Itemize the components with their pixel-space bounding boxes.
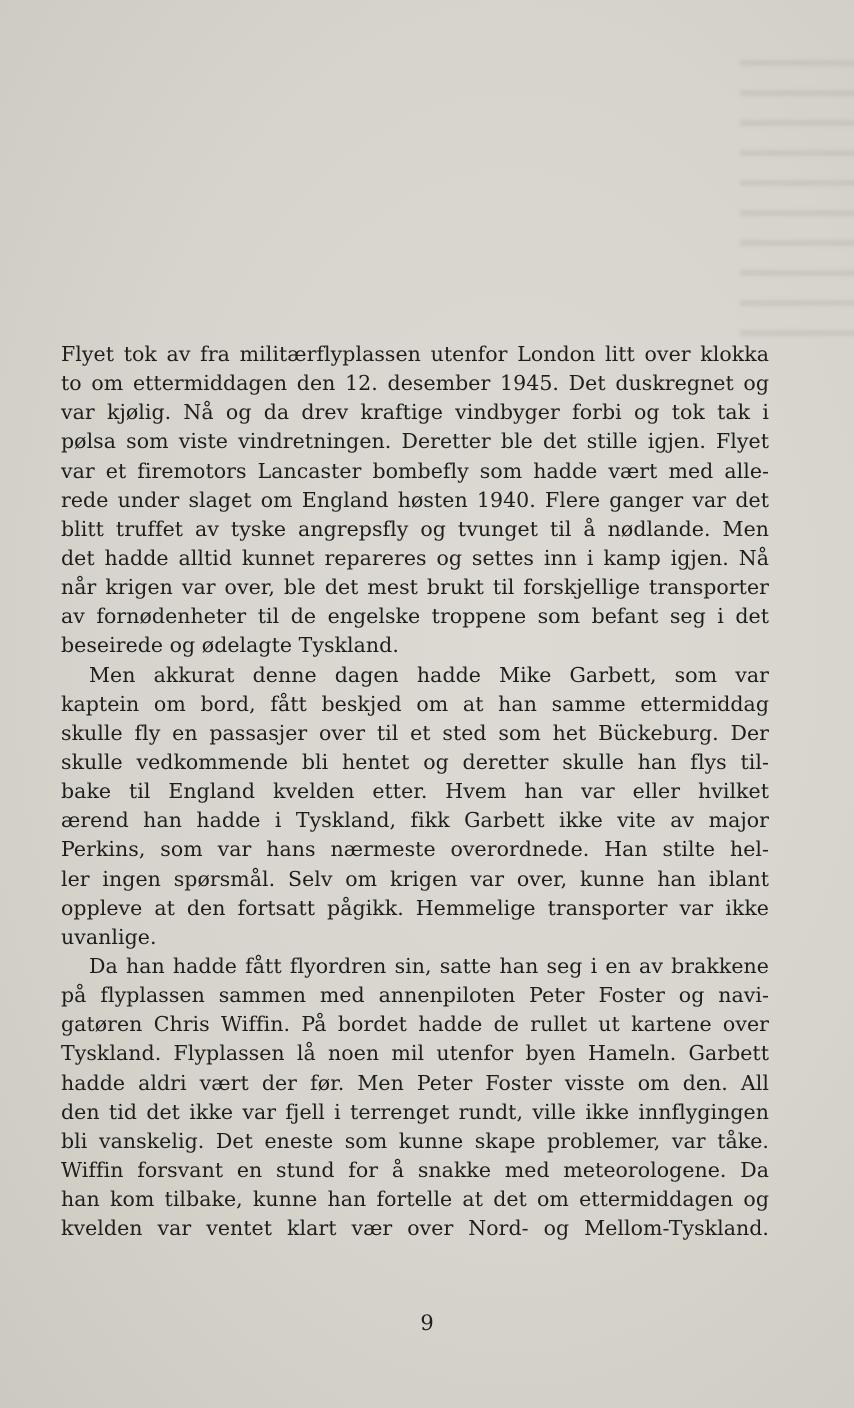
text-line: var kjølig. Nå og da drev kraftige vindbyger forbi og tok tak i [61, 400, 769, 425]
text-line: bli vanskelig. Det eneste som kunne skape problemer, var tåke. [61, 1128, 769, 1153]
text-line: Da han hadde fått flyordren sin, satte han seg i en av brakkene [89, 953, 769, 978]
text-line: Men akkurat denne dagen hadde Mike Garbett, som var [89, 662, 769, 687]
text-line: beseirede og ødelagte Tyskland. [61, 633, 399, 658]
text-line: skulle vedkommende bli hentet og deretter skulle han flys til- [61, 749, 769, 774]
text-line: han kom tilbake, kunne han fortelle at det om ettermiddagen og [61, 1187, 769, 1212]
text-line: på flyplassen sammen med annenpiloten Peter Foster og navi- [61, 983, 769, 1008]
text-line: uvanlige. [61, 924, 157, 949]
text-line: Tyskland. Flyplassen lå noen mil utenfor byen Hameln. Garbett [61, 1041, 769, 1066]
text-line: var et firemotors Lancaster bombefly som hadde vært med alle- [61, 458, 769, 483]
text-line: Wiffin forsvant en stund for å snakke med meteorologene. Da [61, 1157, 769, 1182]
text-line: kaptein om bord, fått beskjed om at han samme ettermiddag [61, 691, 769, 716]
text-line: rede under slaget om England høsten 1940. Flere ganger var det [61, 487, 769, 512]
text-line: skulle fly en passasjer over til et sted som het Bückeburg. Der [61, 720, 769, 745]
text-line: oppleve at den fortsatt pågikk. Hemmelige transporter var ikke [61, 895, 769, 920]
text-line: to om ettermiddagen den 12. desember 1945. Det duskregnet og [61, 371, 769, 396]
page-number: 9 [420, 1311, 434, 1335]
text-line: pølsa som viste vindretningen. Deretter ble det stille igjen. Flyet [61, 429, 769, 454]
text-line: Flyet tok av fra militærflyplassen utenfor London litt over klokka [61, 342, 769, 366]
text-line: hadde aldri vært der før. Men Peter Foster visste om den. All [61, 1070, 769, 1095]
text-line: ærend han hadde i Tyskland, fikk Garbett ikke vite av major [61, 808, 769, 833]
text-line: ler ingen spørsmål. Selv om krigen var over, kunne han iblant [61, 866, 769, 891]
text-line: når krigen var over, ble det mest brukt til forskjellige transporter [61, 575, 769, 600]
text-line: det hadde alltid kunnet repareres og settes inn i kamp igjen. Nå [61, 545, 769, 570]
body-text [61, 340, 769, 1243]
text-line: blitt truffet av tyske angrepsfly og tvunget til å nødlande. Men [61, 516, 769, 541]
text-line: Perkins, som var hans nærmeste overordnede. Han stilte hel- [61, 837, 769, 862]
text-line: den tid det ikke var fjell i terrenget rundt, ville ikke innflygingen [61, 1099, 769, 1124]
text-line: gatøren Chris Wiffin. På bordet hadde de rullet ut kartene over [61, 1012, 769, 1037]
text-line: bake til England kvelden etter. Hvem han var eller hvilket [61, 779, 769, 804]
text-line: av fornødenheter til de engelske troppene som befant seg i det [61, 604, 769, 629]
text-line: kvelden var ventet klart vær over Nord- og Mellom-Tyskland. [61, 1216, 769, 1241]
